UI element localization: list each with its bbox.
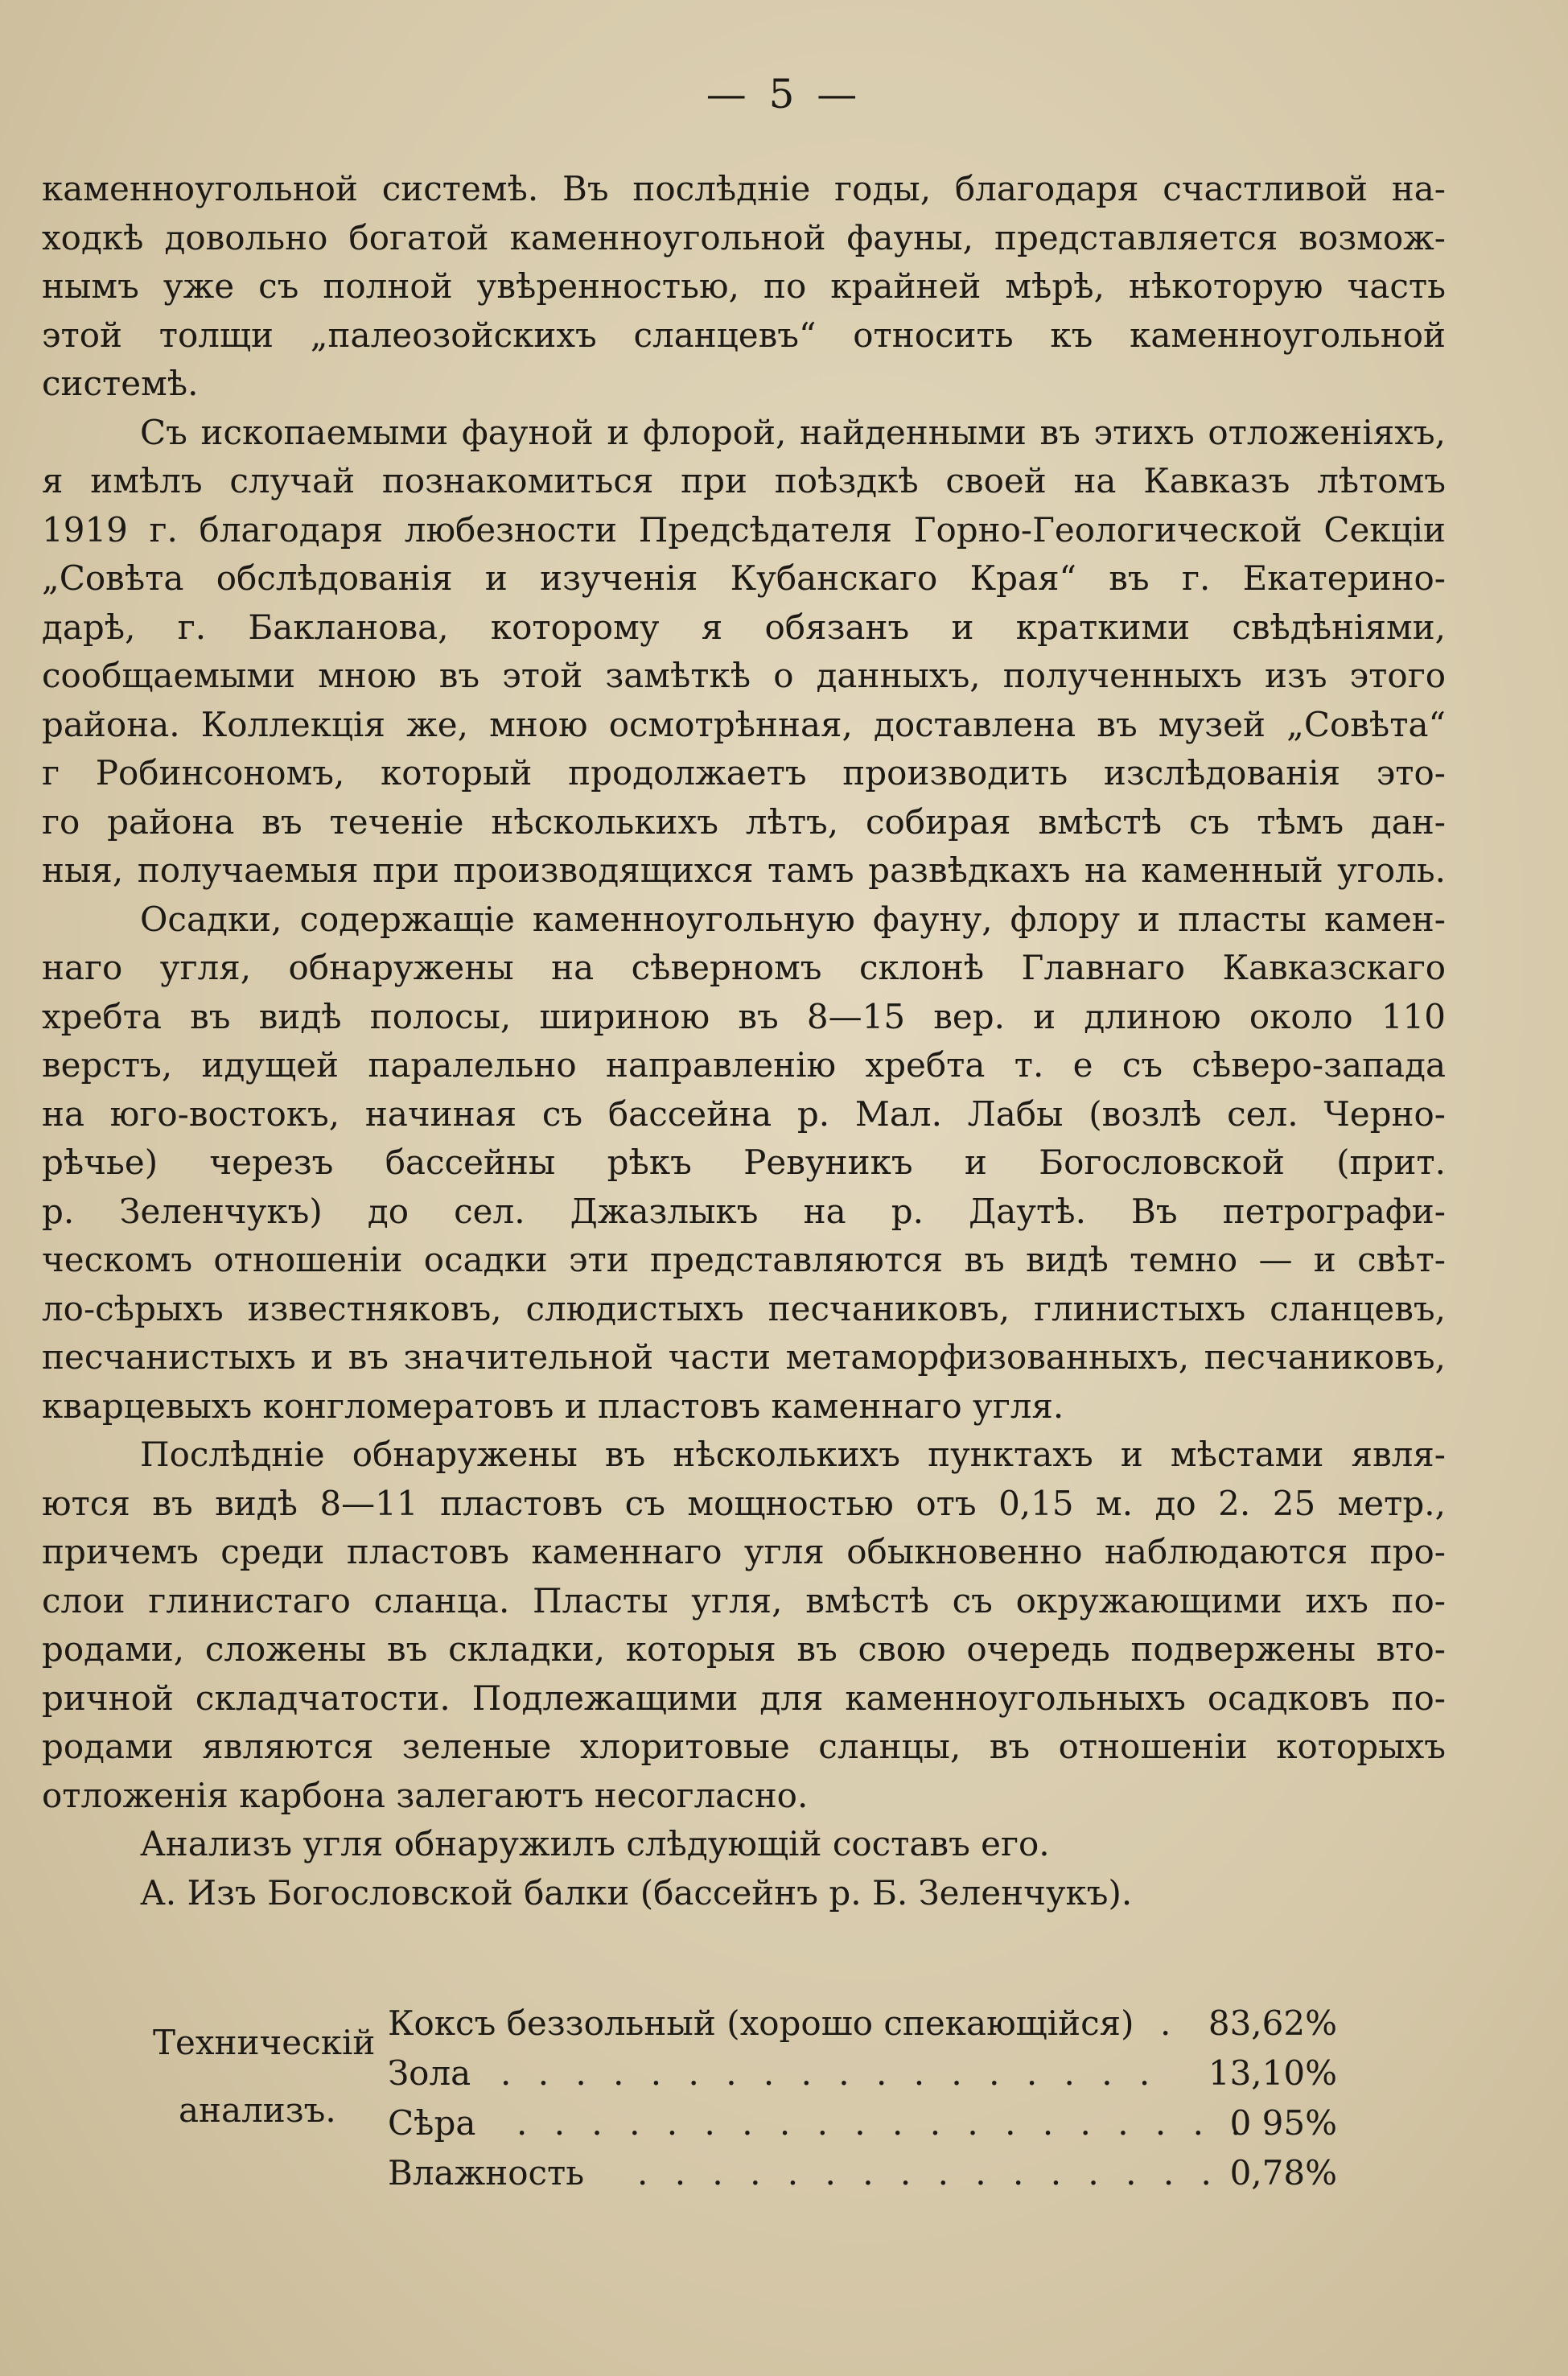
- text-line: песчанистыхъ и въ значительной части метаморфизованныхъ, песчаниковъ,: [42, 1337, 1446, 1377]
- text-line: системѣ.: [42, 364, 199, 403]
- text-line: „Совѣта обслѣдованія и изученія Кубанскаго Края“ въ г. Екатеринo-: [42, 558, 1446, 598]
- analysis-row-dots: . . . . . . . . . . . . . . . . . .: [500, 2053, 1159, 2093]
- text-line: ческомъ отношеніи осадки эти представляются въ видѣ темно — и свѣт-: [42, 1240, 1446, 1279]
- analysis-row-name: Зола: [388, 2053, 471, 2093]
- analysis-row-name: Коксъ беззольный (хорошо спекающійся): [388, 2003, 1134, 2043]
- text-line: этой толщи „палеозойскихъ сланцевъ“ относить къ каменноугольной: [42, 315, 1446, 355]
- analysis-row-value: 13,10%: [1208, 2053, 1337, 2093]
- text-line: дарѣ, г. Бакланова, которому я обязанъ и краткими свѣдѣніями,: [42, 607, 1446, 647]
- text-line: кварцевыхъ конгломератовъ и пластовъ каменнаго угля.: [42, 1386, 1064, 1426]
- text-line: района. Коллекція же, мною осмотрѣнная, доставлена въ музей „Совѣта“: [42, 704, 1446, 744]
- text-line: на юго-востокъ, начиная съ бассейна р. Мал. Лабы (возлѣ сел. Черно-: [42, 1093, 1446, 1134]
- text-line: отложенія карбона залегаютъ несогласно.: [42, 1775, 809, 1815]
- text-line: хребта въ видѣ полосы, шириною въ 8—15 вер. и длиною около 110: [42, 996, 1446, 1036]
- analysis-row-value: 0 95%: [1229, 2103, 1337, 2143]
- analysis-label-line2: анализъ.: [179, 2090, 336, 2130]
- text-line: причемъ среди пластовъ каменнаго угля обыкновенно наблюдаются про-: [42, 1532, 1446, 1571]
- analysis-label-line1: Техническій: [153, 2023, 376, 2062]
- page-number: — 5 —: [706, 71, 862, 117]
- text-line: ются въ видѣ 8—11 пластовъ съ мощностью отъ 0,15 м. до 2. 25 метр.,: [42, 1483, 1446, 1523]
- analysis-row-value: 0,78%: [1229, 2153, 1337, 2193]
- text-line: каменноугольной системѣ. Въ послѣдніе годы, благодаря счастливой на-: [42, 169, 1446, 208]
- text-line: верстъ, идущей паралельно направленію хребта т. е съ сѣверо-запада: [42, 1045, 1446, 1085]
- analysis-row-dots: . . . . . . . . . . . . . . . . . . . .: [516, 2103, 1249, 2143]
- text-line: 1919 г. благодаря любезности Предсѣдателя Горно-Геологической Секціи: [42, 509, 1446, 550]
- text-line: го района въ теченіе нѣсколькихъ лѣтъ, собирая вмѣстѣ съ тѣмъ дан-: [42, 801, 1446, 842]
- text-line: г Робинсономъ, который продолжаетъ производить изслѣдованія это-: [42, 753, 1446, 793]
- text-line: наго угля, обнаружены на сѣверномъ склонѣ Главнаго Кавказскаго: [42, 948, 1446, 987]
- text-line: слои глинистаго сланца. Пласты угля, вмѣстѣ съ окружающими ихъ по-: [42, 1580, 1446, 1620]
- analysis-row-dots: .: [1160, 2003, 1179, 2043]
- text-line: я имѣлъ случай познакомиться при поѣздкѣ своей на Кавказъ лѣтомъ: [42, 461, 1446, 500]
- text-line: родами являются зеленые хлоритовые сланцы, въ отношеніи которыхъ: [42, 1727, 1446, 1766]
- analysis-row-dots: . . . . . . . . . . . . . . . .: [637, 2153, 1220, 2193]
- analysis-row-value: 83,62%: [1208, 2003, 1337, 2043]
- text-line: А. Изъ Богословской балки (бассейнъ р. Б. Зеленчукъ).: [140, 1872, 1133, 1913]
- text-line: нымъ уже съ полной увѣренностью, по крайней мѣрѣ, нѣкоторую часть: [42, 266, 1446, 306]
- text-line: сообщаемыми мною въ этой замѣткѣ о данныхъ, полученныхъ изъ этого: [42, 656, 1446, 695]
- text-line: рѣчье) черезъ бассейны рѣкъ Ревуникъ и Богословской (прит.: [42, 1143, 1446, 1182]
- body-text: [42, 165, 1446, 1917]
- text-line: ричной складчатости. Подлежащими для каменноугольныхъ осадковъ по-: [42, 1678, 1446, 1718]
- text-line: Осадки, содержащіе каменноугольную фауну, флору и пласты камен-: [140, 899, 1446, 939]
- text-line: ходкѣ довольно богатой каменноугольной фауны, представляется возмож-: [42, 217, 1446, 257]
- analysis-row-name: Сѣра: [388, 2103, 476, 2143]
- text-line: р. Зеленчукъ) до сел. Джазлыкъ на р. Даутѣ. Въ петрографи-: [42, 1191, 1446, 1231]
- text-line: Съ ископаемыми фауной и флорой, найденными въ этихъ отложеніяхъ,: [140, 412, 1446, 452]
- text-line: Послѣдніе обнаружены въ нѣсколькихъ пунктахъ и мѣстами явля-: [140, 1435, 1446, 1474]
- text-line: родами, сложены въ складки, которыя въ свою очередь подвержены вто-: [42, 1629, 1446, 1669]
- text-line: ныя, получаемыя при производящихся тамъ развѣдкахъ на каменный уголь.: [42, 850, 1446, 890]
- text-line: ло-сѣрыхъ известняковъ, слюдистыхъ песчаниковъ, глинистыхъ сланцевъ,: [42, 1288, 1446, 1328]
- analysis-row-name: Влажность: [388, 2153, 585, 2193]
- text-line: Анализъ угля обнаружилъ слѣдующій составъ его.: [140, 1824, 1050, 1863]
